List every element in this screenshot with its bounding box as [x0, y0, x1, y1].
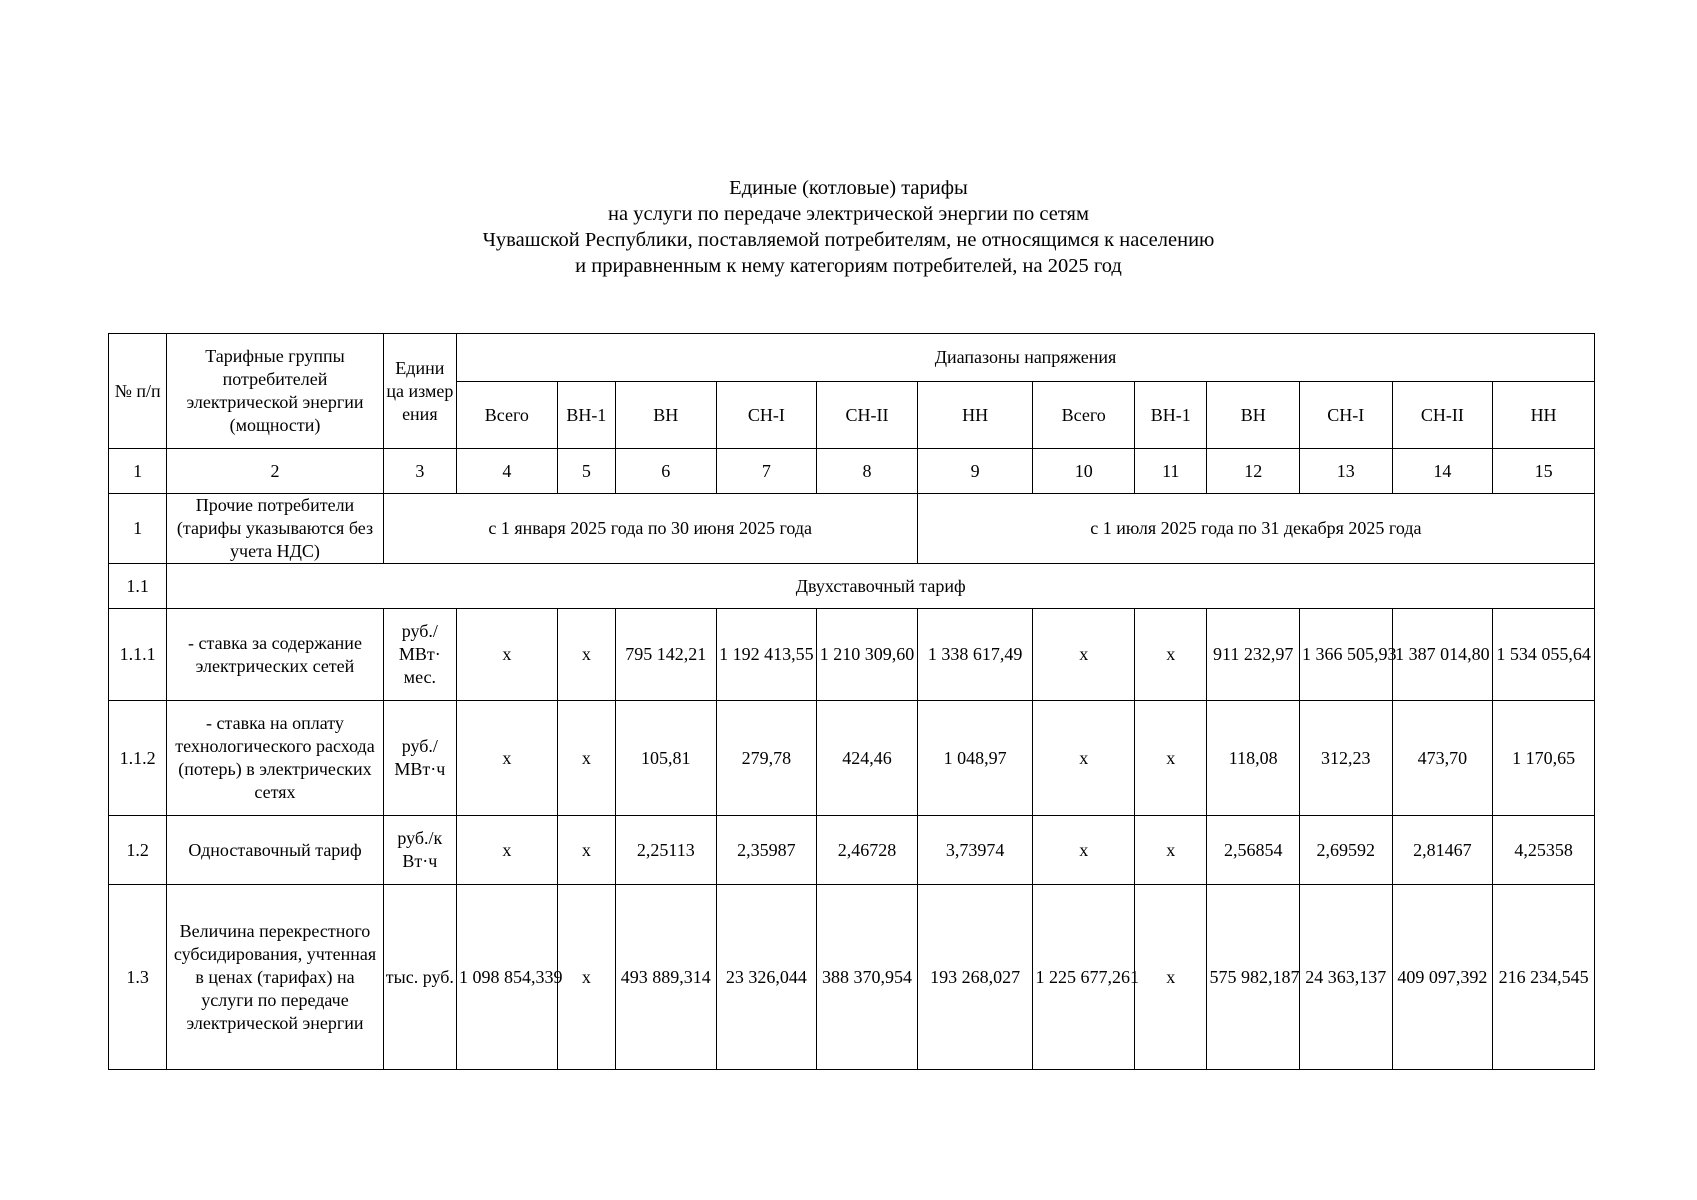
row-num: 1.1.2	[109, 701, 167, 816]
value-cell: 2,35987	[716, 816, 817, 885]
row-single-rate-tariff	[109, 816, 1595, 885]
row-num: 1.1.1	[109, 609, 167, 701]
header-col-vn1: ВН-1	[557, 382, 615, 449]
value-cell: 2,69592	[1300, 816, 1393, 885]
value-cell: x	[1033, 701, 1135, 816]
col-number: 7	[716, 449, 817, 494]
value-cell: x	[1135, 701, 1207, 816]
col-number: 14	[1392, 449, 1493, 494]
row-label: - ставка на оплату технологического расхода (потерь) в электрических сетях	[167, 701, 383, 816]
value-cell: 1 225 677,261	[1033, 885, 1135, 1070]
value-cell: 105,81	[615, 701, 716, 816]
value-cell: 1 098 854,339	[457, 885, 558, 1070]
row-label: Величина перекрестного субсидирования, учтенная в ценах (тарифах) на услуги по передаче электрической энергии	[167, 885, 383, 1070]
header-col-total: Всего	[457, 382, 558, 449]
row-unit: руб./ МВт· мес.	[383, 609, 456, 701]
title-line-2: на услуги по передаче электрической энергии по сетям	[608, 203, 1089, 225]
col-number: 11	[1135, 449, 1207, 494]
value-cell: 473,70	[1392, 701, 1493, 816]
value-cell: 24 363,137	[1300, 885, 1393, 1070]
col-number: 4	[457, 449, 558, 494]
value-cell: x	[1135, 885, 1207, 1070]
row-num: 1.3	[109, 885, 167, 1070]
header-voltage-ranges: Диапазоны напряжения	[457, 334, 1595, 382]
header-col-vn: ВН	[615, 382, 716, 449]
value-cell: 1 170,65	[1493, 701, 1595, 816]
row-other-consumers	[109, 494, 1595, 564]
header-col-nn: НН	[917, 382, 1033, 449]
col-number: 8	[817, 449, 918, 494]
value-cell: 388 370,954	[817, 885, 918, 1070]
document-title	[0, 175, 1697, 279]
value-cell: 1 387 014,80	[1392, 609, 1493, 701]
header-col-vn1: ВН-1	[1135, 382, 1207, 449]
value-cell: 2,25113	[615, 816, 716, 885]
col-number: 15	[1493, 449, 1595, 494]
row-two-rate-tariff	[109, 564, 1595, 609]
value-cell: x	[1135, 609, 1207, 701]
col-number: 5	[557, 449, 615, 494]
value-cell: 312,23	[1300, 701, 1393, 816]
value-cell: 1 192 413,55	[716, 609, 817, 701]
row-label: - ставка за содержание электрических сетей	[167, 609, 383, 701]
value-cell: x	[557, 885, 615, 1070]
header-col-vn: ВН	[1207, 382, 1300, 449]
header-col-sn1: СН-I	[1300, 382, 1393, 449]
value-cell: x	[1033, 816, 1135, 885]
row-num: 1	[109, 494, 167, 564]
title-line-4: и приравненным к нему категориям потребителей, на 2025 год	[575, 255, 1122, 277]
value-cell: 4,25358	[1493, 816, 1595, 885]
value-cell: x	[557, 816, 615, 885]
header-col-sn2: СН-II	[1392, 382, 1493, 449]
row-unit: руб./к Вт·ч	[383, 816, 456, 885]
value-cell: 23 326,044	[716, 885, 817, 1070]
col-number: 12	[1207, 449, 1300, 494]
value-cell: 193 268,027	[917, 885, 1033, 1070]
value-cell: 2,81467	[1392, 816, 1493, 885]
column-number-row	[109, 449, 1595, 494]
value-cell: 1 366 505,93	[1300, 609, 1393, 701]
title-line-3: Чувашской Республики, поставляемой потребителям, не относящимся к населению	[482, 229, 1215, 251]
value-cell: 1 048,97	[917, 701, 1033, 816]
col-number: 13	[1300, 449, 1393, 494]
row-cross-subsidization	[109, 885, 1595, 1070]
col-number: 10	[1033, 449, 1135, 494]
period-first-half: с 1 января 2025 года по 30 июня 2025 года	[383, 494, 917, 564]
row-label: Прочие потребители (тарифы указываются без учета НДС)	[167, 494, 383, 564]
row-num: 1.2	[109, 816, 167, 885]
col-number: 6	[615, 449, 716, 494]
value-cell: x	[1033, 609, 1135, 701]
value-cell: 2,56854	[1207, 816, 1300, 885]
value-cell: 1 210 309,60	[817, 609, 918, 701]
header-num: № п/п	[109, 334, 167, 449]
value-cell: 493 889,314	[615, 885, 716, 1070]
value-cell: 216 234,545	[1493, 885, 1595, 1070]
row-unit: тыс. руб.	[383, 885, 456, 1070]
col-number: 2	[167, 449, 383, 494]
col-number: 1	[109, 449, 167, 494]
value-cell: 424,46	[817, 701, 918, 816]
value-cell: 911 232,97	[1207, 609, 1300, 701]
header-col-sn2: СН-II	[817, 382, 918, 449]
value-cell: x	[457, 609, 558, 701]
header-col-total: Всего	[1033, 382, 1135, 449]
row-label: Одноставочный тариф	[167, 816, 383, 885]
value-cell: 575 982,187	[1207, 885, 1300, 1070]
value-cell: 409 097,392	[1392, 885, 1493, 1070]
value-cell: 118,08	[1207, 701, 1300, 816]
value-cell: 2,46728	[817, 816, 918, 885]
header-col-sn1: СН-I	[716, 382, 817, 449]
value-cell: 3,73974	[917, 816, 1033, 885]
value-cell: x	[1135, 816, 1207, 885]
value-cell: x	[557, 701, 615, 816]
row-num: 1.1	[109, 564, 167, 609]
col-number: 9	[917, 449, 1033, 494]
value-cell: x	[457, 816, 558, 885]
value-cell: 1 338 617,49	[917, 609, 1033, 701]
row-label: Двухставочный тариф	[167, 564, 1595, 609]
period-second-half: с 1 июля 2025 года по 31 декабря 2025 года	[917, 494, 1594, 564]
header-col-nn: НН	[1493, 382, 1595, 449]
row-unit: руб./ МВт·ч	[383, 701, 456, 816]
value-cell: x	[457, 701, 558, 816]
header-unit: Едини ца измер ения	[383, 334, 456, 449]
title-line-1: Единые (котловые) тарифы	[729, 177, 968, 199]
row-losses-rate	[109, 701, 1595, 816]
value-cell: 795 142,21	[615, 609, 716, 701]
header-tariff-groups: Тарифные группы потребителей электрической энергии (мощности)	[167, 334, 383, 449]
value-cell: 1 534 055,64	[1493, 609, 1595, 701]
col-number: 3	[383, 449, 456, 494]
value-cell: 279,78	[716, 701, 817, 816]
row-network-maintenance-rate	[109, 609, 1595, 701]
tariff-table	[108, 333, 1595, 1070]
header-row-1	[109, 334, 1595, 382]
value-cell: x	[557, 609, 615, 701]
